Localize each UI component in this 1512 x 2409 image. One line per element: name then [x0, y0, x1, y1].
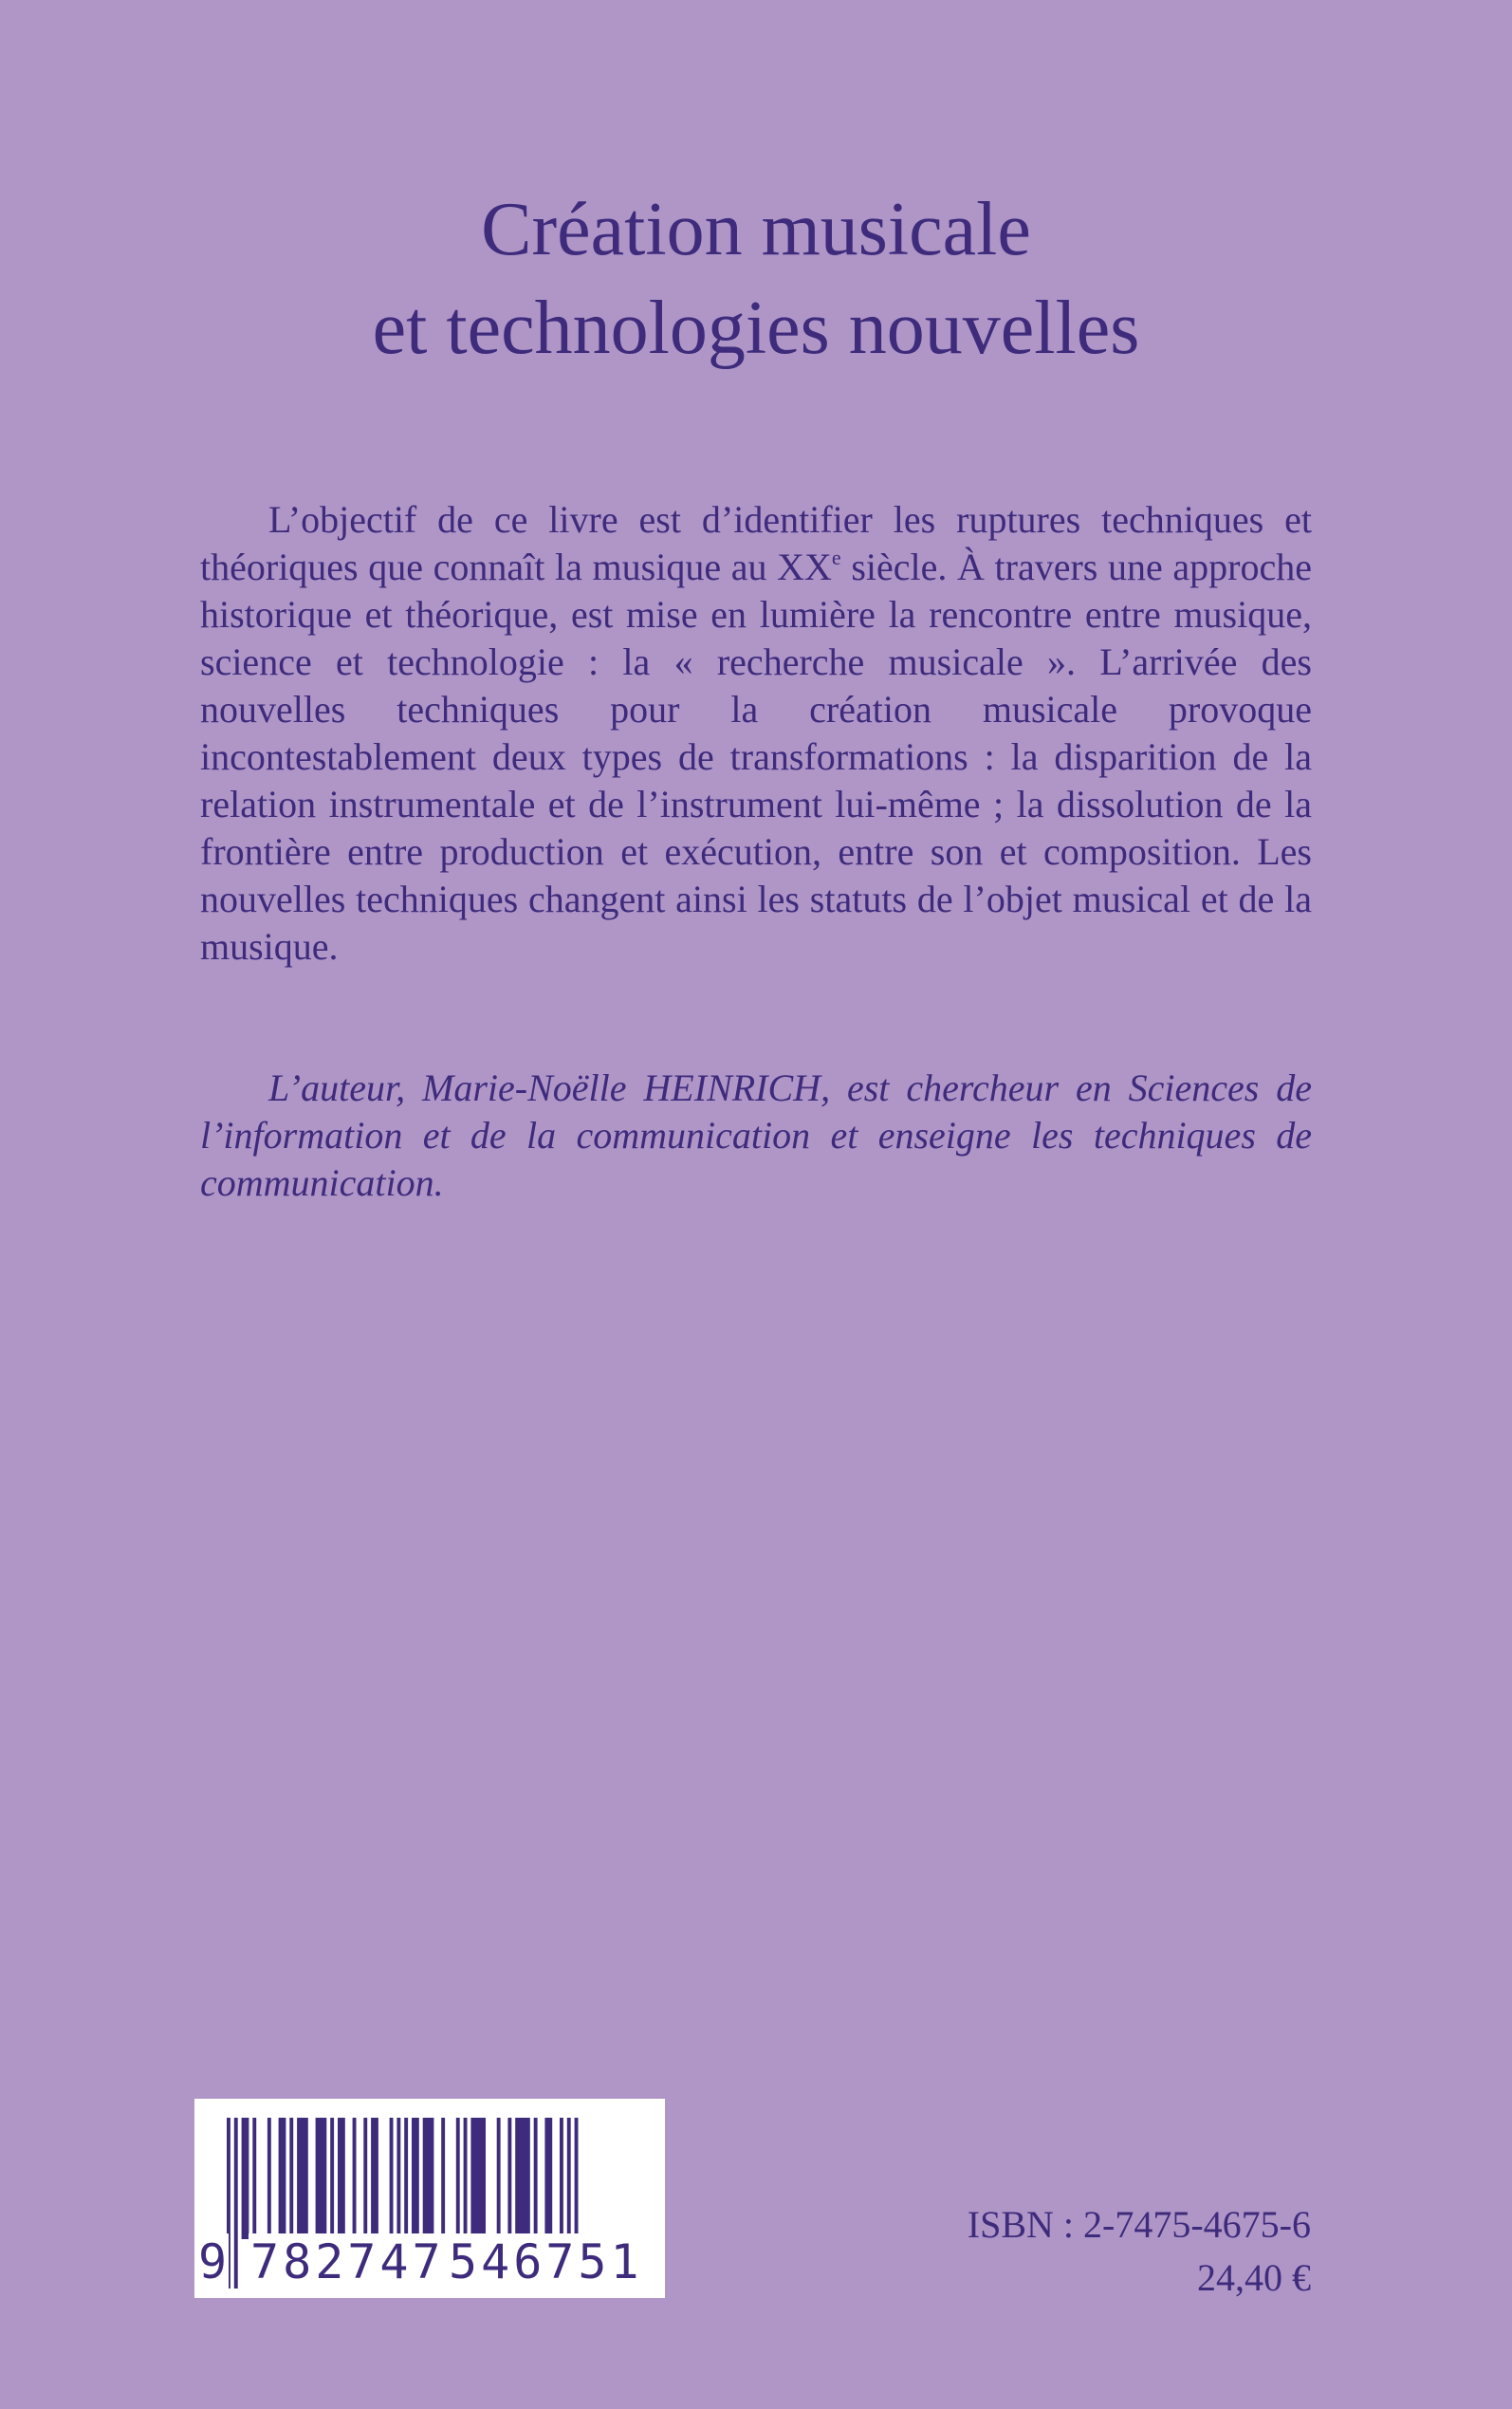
author-note: L’auteur, Marie-Noëlle HEINRICH, est chercheur en Sciences de l’information et de la communication et enseigne les techniques de communication. [200, 1066, 1312, 1204]
barcode-bar [330, 2118, 334, 2239]
barcode-digit-group-2: 546751 [449, 2234, 643, 2289]
barcode-bar [267, 2118, 271, 2239]
book-summary [200, 496, 1312, 971]
summary-text-part-1: L’objectif de ce livre est d’identifier les ruptures techniques et théoriques que connaît la musique au XX [200, 498, 1312, 588]
barcode-bar [297, 2118, 308, 2239]
barcode-bar [404, 2118, 408, 2239]
barcode-bar [534, 2118, 538, 2239]
barcode-digit-group-1: 782747 [250, 2234, 445, 2289]
barcode-bar [371, 2118, 378, 2239]
barcode-bar [279, 2118, 286, 2239]
barcode-bar [515, 2118, 530, 2239]
barcode-bar [497, 2118, 501, 2239]
barcode-digits [194, 2233, 665, 2290]
barcode-bar [441, 2118, 445, 2239]
barcode-bar [316, 2118, 327, 2239]
summary-text-part-2: siècle. À travers une approche historique et théorique, est mise en lumière la rencontre entre musique, science et technologie : la « recherche musicale ». L’arrivée des nouvelles techniques pour la création musicale provoque incontestablement deux types de transformations : la disparition de la relation instrumentale et de l’instrument lui-même ; la dissolution de la frontière entre production et exécution, entre son et composition. Les nouvelles techniques changent ainsi les statuts de l’objet musical et de la musique. [200, 546, 1312, 968]
barcode-bar [544, 2118, 552, 2239]
barcode-bar [507, 2118, 511, 2239]
barcode-bar [470, 2118, 486, 2239]
barcode-bar [242, 2118, 249, 2239]
title-line-2: et technologies nouvelles [372, 287, 1140, 370]
barcode-bar [575, 2118, 579, 2239]
barcode-bar [252, 2118, 256, 2239]
barcode-bar [289, 2118, 293, 2239]
barcode-bar [464, 2118, 468, 2239]
isbn-number: ISBN : 2-7475-4675-6 [967, 2203, 1311, 2246]
price: 24,40 € [1197, 2256, 1311, 2299]
barcode-bar [412, 2118, 419, 2239]
barcode-bar [396, 2118, 400, 2239]
barcode-bar [363, 2118, 367, 2239]
barcode-bar [423, 2118, 434, 2239]
book-title [0, 180, 1512, 378]
title-line-1: Création musicale [481, 188, 1031, 271]
barcode-bar [390, 2118, 394, 2239]
barcode-bar [338, 2118, 345, 2239]
summary-superscript: e [831, 546, 841, 569]
barcode-bar [353, 2118, 357, 2239]
barcode-first-digit: 9 [198, 2234, 228, 2289]
barcode-bar [456, 2118, 460, 2239]
barcode [194, 2099, 665, 2298]
